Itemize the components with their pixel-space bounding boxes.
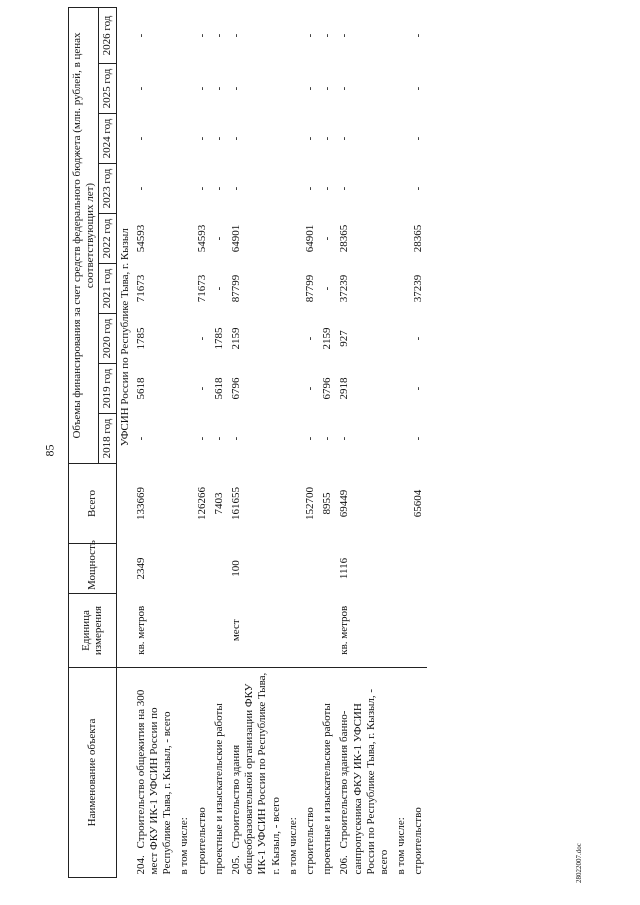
year-value-cell: - — [303, 336, 316, 341]
year-value-cell — [285, 214, 302, 264]
unit-cell: кв. метров — [134, 605, 147, 655]
total-cell: 126266 — [195, 487, 208, 520]
year-value-cell: 37239 — [412, 274, 425, 303]
object-name: в том числе: — [285, 668, 302, 878]
year-value-cell — [176, 8, 193, 64]
table-row — [393, 8, 410, 878]
unit-cell — [194, 594, 211, 668]
year-value-cell: - — [134, 33, 147, 38]
year-value-cell: - — [230, 436, 243, 441]
total-cell: 8955 — [321, 492, 334, 515]
total-cell — [176, 464, 193, 544]
year-value-cell: - — [195, 86, 208, 91]
year-value-cell: - — [412, 386, 425, 391]
capacity-cell: 1116 — [338, 557, 351, 580]
unit-cell — [176, 594, 193, 668]
year-value-cell: - — [303, 33, 316, 38]
capacity-cell — [393, 544, 410, 594]
year-value-cell: - — [321, 86, 334, 91]
header-funding: Объемы финансирования за счет средств федерального бюджета (млн. рублей, в ценах соответствующих лет) — [69, 8, 99, 464]
year-value-cell: - — [134, 436, 147, 441]
object-name: 206.Строительство здания банно-санпропускника ФКУ ИК-1 УФСИН России по Республике Тыва, г. Кызыл, - всего — [336, 668, 393, 878]
year-value-cell: 2918 — [338, 377, 351, 400]
object-name: строительство — [302, 668, 319, 878]
table-row — [336, 8, 393, 878]
object-name: 204.Строительство общежития на 300 мест ФКУ ИК-1 УФСИН России по Республике Тыва, г. Кызыл, - всего — [133, 668, 177, 878]
year-value-cell — [176, 364, 193, 414]
year-value-cell: - — [212, 136, 225, 141]
section-spacer — [116, 668, 133, 878]
unit-cell: мест — [230, 619, 243, 642]
header-year: 2018 год — [99, 414, 117, 464]
year-value-cell — [285, 314, 302, 364]
year-value-cell: - — [303, 436, 316, 441]
year-value-cell — [393, 214, 410, 264]
year-value-cell: 2159 — [321, 327, 334, 350]
total-cell: 152700 — [303, 487, 316, 520]
unit-cell — [410, 594, 427, 668]
year-value-cell: - — [303, 186, 316, 191]
year-value-cell: - — [134, 186, 147, 191]
year-value-cell: - — [195, 436, 208, 441]
year-value-cell: 6796 — [230, 377, 243, 400]
year-value-cell — [176, 264, 193, 314]
year-value-cell: 6796 — [321, 377, 334, 400]
row-index: 206. — [338, 855, 351, 875]
year-value-cell: 2159 — [230, 327, 243, 350]
header-year: 2020 год — [99, 314, 117, 364]
capacity-cell — [410, 544, 427, 594]
total-cell: 161655 — [230, 487, 243, 520]
year-value-cell — [176, 64, 193, 114]
year-value-cell: - — [212, 236, 225, 241]
table-row — [194, 8, 211, 878]
year-value-cell: - — [230, 33, 243, 38]
row-index: 205. — [230, 855, 243, 875]
year-value-cell: - — [338, 86, 351, 91]
year-value-cell: 64901 — [303, 224, 316, 253]
year-value-cell: 87799 — [303, 274, 316, 303]
year-value-cell: - — [212, 33, 225, 38]
year-value-cell: 28365 — [412, 224, 425, 253]
object-name: строительство — [194, 668, 211, 878]
year-value-cell: 1785 — [212, 327, 225, 350]
header-capacity: Мощность — [69, 544, 117, 594]
year-value-cell — [285, 114, 302, 164]
capacity-cell — [285, 544, 302, 594]
capacity-cell — [211, 544, 228, 594]
year-value-cell: - — [321, 436, 334, 441]
year-value-cell — [285, 264, 302, 314]
year-value-cell — [285, 164, 302, 214]
year-value-cell: 71673 — [195, 274, 208, 303]
year-value-cell — [176, 164, 193, 214]
year-value-cell — [176, 314, 193, 364]
year-value-cell: - — [212, 186, 225, 191]
unit-cell — [319, 594, 336, 668]
year-value-cell: - — [321, 186, 334, 191]
header-year: 2025 год — [99, 64, 117, 114]
year-value-cell: 5618 — [212, 377, 225, 400]
table-row — [211, 8, 228, 878]
header-year: 2023 год — [99, 164, 117, 214]
header-unit: Единица измерения — [69, 594, 117, 668]
year-value-cell — [393, 264, 410, 314]
year-value-cell: - — [321, 136, 334, 141]
year-value-cell: - — [412, 436, 425, 441]
unit-cell: кв. метров — [338, 605, 351, 655]
capacity-cell: 100 — [230, 560, 243, 577]
year-value-cell: - — [212, 86, 225, 91]
section-title: УФСИН России по Республике Тыва, г. Кызыл — [118, 228, 131, 447]
year-value-cell: - — [134, 136, 147, 141]
object-name: строительство — [410, 668, 427, 878]
year-value-cell: 927 — [338, 330, 351, 347]
year-value-cell — [285, 8, 302, 64]
year-value-cell: 1785 — [134, 327, 147, 350]
unit-cell — [285, 594, 302, 668]
year-value-cell: - — [195, 136, 208, 141]
year-value-cell: - — [230, 136, 243, 141]
total-cell — [393, 464, 410, 544]
year-value-cell: - — [303, 136, 316, 141]
year-value-cell: - — [338, 186, 351, 191]
year-value-cell — [285, 64, 302, 114]
year-value-cell: - — [412, 136, 425, 141]
year-value-cell: - — [338, 136, 351, 141]
object-name: проектные и изыскательские работы — [319, 668, 336, 878]
year-value-cell: - — [321, 33, 334, 38]
header-total: Всего — [69, 464, 117, 544]
year-value-cell: 54593 — [134, 224, 147, 253]
capacity-cell — [176, 544, 193, 594]
year-value-cell: 5618 — [134, 377, 147, 400]
row-index: 204. — [134, 855, 147, 875]
year-value-cell: - — [230, 86, 243, 91]
year-value-cell: 87799 — [230, 274, 243, 303]
year-value-cell: 54593 — [195, 224, 208, 253]
table-row — [228, 8, 285, 878]
total-cell — [285, 464, 302, 544]
year-value-cell: 37239 — [338, 274, 351, 303]
total-cell: 7403 — [212, 492, 225, 515]
year-value-cell — [176, 414, 193, 464]
object-name: 205.Строительство здания общеобразовательной организации ФКУ ИК-1 УФСИН России по Республике Тыва, г. Кызыл, - всего — [228, 668, 285, 878]
year-value-cell: - — [412, 33, 425, 38]
year-value-cell: - — [412, 336, 425, 341]
table-row — [302, 8, 319, 878]
header-name: Наименование объекта — [69, 668, 117, 878]
object-name: проектные и изыскательские работы — [211, 668, 228, 878]
table-row — [285, 8, 302, 878]
year-value-cell: 64901 — [230, 224, 243, 253]
table-row — [176, 8, 193, 878]
year-value-cell: - — [412, 186, 425, 191]
capacity-cell — [194, 544, 211, 594]
year-value-cell — [393, 8, 410, 64]
year-value-cell — [285, 364, 302, 414]
year-value-cell: - — [338, 436, 351, 441]
year-value-cell: 28365 — [338, 224, 351, 253]
year-value-cell — [285, 414, 302, 464]
capacity-cell: 2349 — [134, 557, 147, 580]
header-year: 2026 год — [99, 8, 117, 64]
year-value-cell — [393, 364, 410, 414]
total-cell: 65604 — [412, 489, 425, 518]
capacity-cell — [319, 544, 336, 594]
header-year: 2021 год — [99, 264, 117, 314]
year-value-cell: - — [212, 436, 225, 441]
total-cell: 69449 — [338, 489, 351, 518]
footer-doc-code: 28022007.doc — [575, 843, 583, 883]
table-row — [133, 8, 177, 878]
year-value-cell — [393, 114, 410, 164]
object-name: в том числе: — [393, 668, 410, 878]
year-value-cell — [393, 314, 410, 364]
year-value-cell — [176, 114, 193, 164]
year-value-cell: - — [321, 236, 334, 241]
year-value-cell: - — [303, 86, 316, 91]
table-row — [410, 8, 427, 878]
year-value-cell: - — [195, 336, 208, 341]
year-value-cell — [393, 414, 410, 464]
page-number: 85 — [42, 444, 57, 457]
year-value-cell — [393, 64, 410, 114]
year-value-cell: - — [195, 33, 208, 38]
header-year: 2019 год — [99, 364, 117, 414]
year-value-cell: - — [212, 286, 225, 291]
unit-cell — [302, 594, 319, 668]
unit-cell — [393, 594, 410, 668]
capacity-cell — [302, 544, 319, 594]
table-row — [319, 8, 336, 878]
rotated-table-page — [68, 8, 608, 878]
year-value-cell — [393, 164, 410, 214]
object-name: в том числе: — [176, 668, 193, 878]
header-year: 2024 год — [99, 114, 117, 164]
year-value-cell: - — [338, 33, 351, 38]
year-value-cell: - — [412, 86, 425, 91]
year-value-cell: - — [230, 186, 243, 191]
year-value-cell: - — [195, 186, 208, 191]
year-value-cell: - — [134, 86, 147, 91]
year-value-cell: - — [195, 386, 208, 391]
financing-table — [68, 7, 427, 878]
total-cell: 133669 — [134, 487, 147, 520]
year-value-cell — [176, 214, 193, 264]
year-value-cell: 71673 — [134, 274, 147, 303]
year-value-cell: - — [321, 286, 334, 291]
header-year: 2022 год — [99, 214, 117, 264]
year-value-cell: - — [303, 386, 316, 391]
section-row — [116, 8, 133, 878]
unit-cell — [211, 594, 228, 668]
